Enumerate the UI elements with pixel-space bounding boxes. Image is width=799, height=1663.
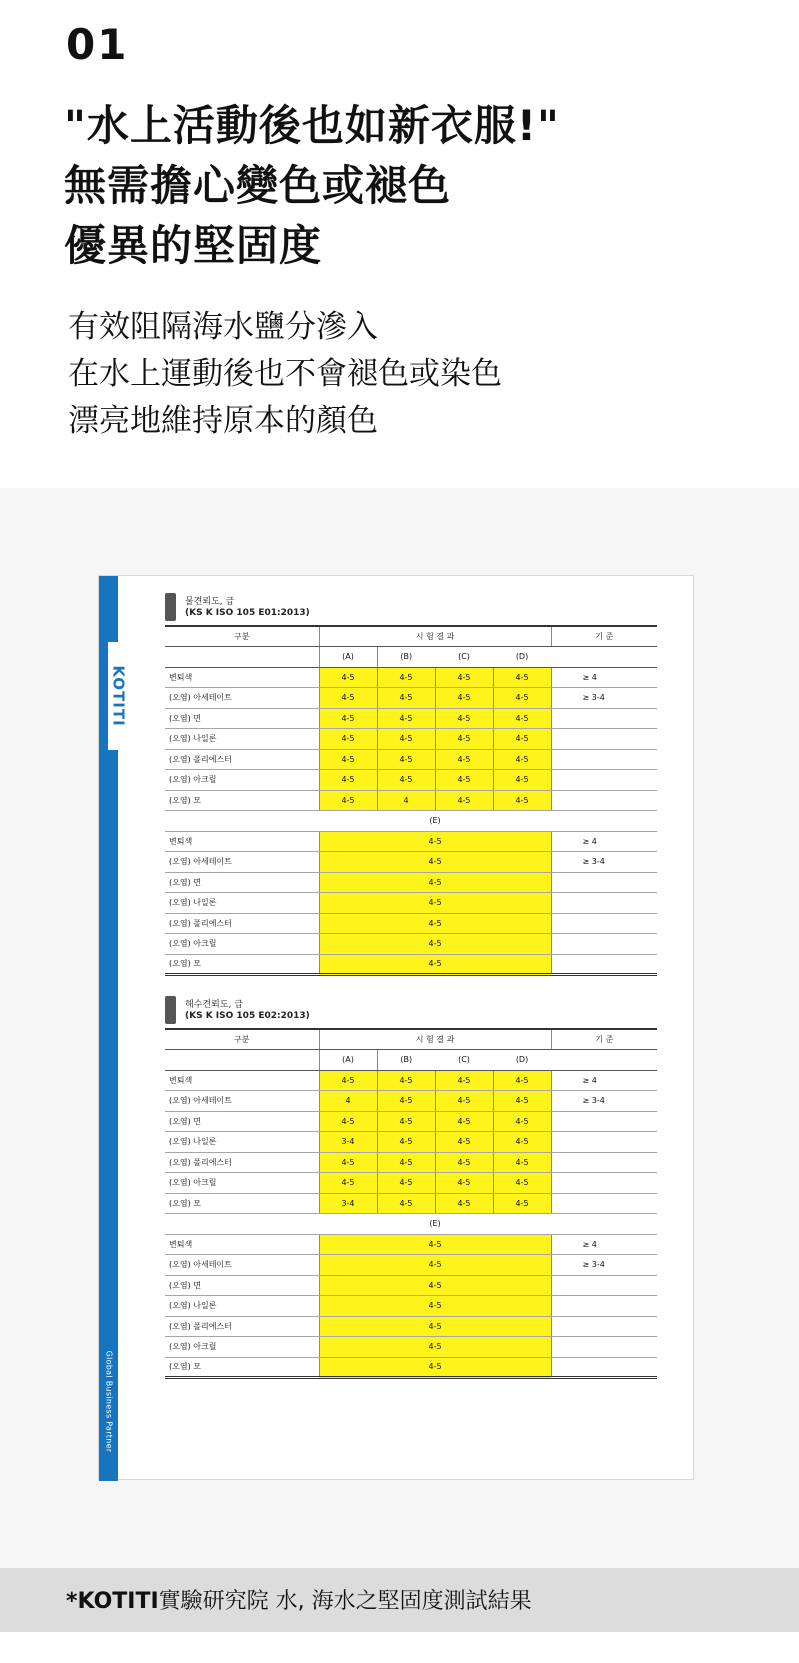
standard-cell: ≥ 3-4: [551, 1255, 657, 1276]
intro-section: [0, 0, 799, 488]
result-cell: 4: [319, 1091, 377, 1112]
table-row: [165, 770, 657, 791]
standard-cell: [551, 749, 657, 770]
row-label: (오염) 나일론: [165, 1132, 319, 1153]
table-row: [165, 831, 657, 852]
result-cell: 4-5: [319, 729, 377, 750]
result-cell: 4-5: [435, 708, 493, 729]
column-label: (B): [377, 1050, 435, 1071]
standard-cell: [551, 872, 657, 893]
result-cell: 4-5: [319, 1152, 377, 1173]
column-label: (E): [319, 811, 551, 832]
result-cell: 4-5: [319, 1111, 377, 1132]
result-cell: 4-5: [319, 831, 551, 852]
row-label: 변퇴색: [165, 1234, 319, 1255]
headline-line: 無需擔心變色或褪色: [64, 161, 452, 210]
table-row: [165, 893, 657, 914]
row-label: (오염) 면: [165, 1275, 319, 1296]
result-cell: 4-5: [377, 1132, 435, 1153]
row-label: (오염) 모: [165, 790, 319, 811]
standard-cell: [551, 1316, 657, 1337]
table-header-row: [165, 626, 657, 647]
standard-cell: [551, 770, 657, 791]
result-cell: 4-5: [319, 688, 377, 709]
result-cell: 4-5: [493, 708, 551, 729]
row-label: (오염) 폴리에스터: [165, 1152, 319, 1173]
body-line: 在水上運動後也不會褪色或染色: [68, 356, 502, 392]
result-cell: 4-5: [319, 913, 551, 934]
body-line: 有效阻隔海水鹽分滲入: [68, 309, 378, 345]
result-cell: 4-5: [493, 1152, 551, 1173]
standard-cell: [551, 1296, 657, 1317]
standard-cell: [551, 1173, 657, 1194]
header-result: 시 험 결 과: [319, 626, 551, 647]
standard-cell: [551, 729, 657, 750]
result-cell: 4-5: [319, 893, 551, 914]
table-row: [165, 667, 657, 688]
result-cell: 4: [377, 790, 435, 811]
column-label: (E): [319, 1214, 551, 1235]
section-number: 01: [66, 20, 129, 69]
standard-cell: [551, 1275, 657, 1296]
header-standard: 기 준: [551, 1029, 657, 1050]
table-subheader-row: [165, 1050, 657, 1071]
header-standard: 기 준: [551, 626, 657, 647]
footer-brand: *KOTITI: [66, 1589, 159, 1614]
table-subheader-row: [165, 1214, 657, 1235]
header-category: 구분: [165, 626, 319, 647]
row-label: (오염) 면: [165, 708, 319, 729]
result-cell: 4-5: [319, 1275, 551, 1296]
result-cell: 4-5: [319, 708, 377, 729]
column-label: (A): [319, 1050, 377, 1071]
table-row: [165, 872, 657, 893]
result-cell: 4-5: [377, 1173, 435, 1194]
kotiti-logo: KOTITI: [110, 665, 129, 727]
row-label: (오염) 아세테이트: [165, 1255, 319, 1276]
row-label: 변퇴색: [165, 1070, 319, 1091]
row-label: (오염) 아크릴: [165, 1337, 319, 1358]
water-results-table: [165, 625, 657, 976]
result-cell: 4-5: [377, 1070, 435, 1091]
seawater-results-table: [165, 1028, 657, 1379]
table-subheader-row: [165, 811, 657, 832]
result-cell: 4-5: [319, 790, 377, 811]
result-cell: 4-5: [435, 1091, 493, 1112]
standard-cell: [551, 1337, 657, 1358]
result-cell: 4-5: [319, 1337, 551, 1358]
result-cell: 4-5: [493, 1132, 551, 1153]
result-cell: 4-5: [319, 1070, 377, 1091]
table-row: [165, 1255, 657, 1276]
result-cell: 4-5: [377, 770, 435, 791]
table-row: [165, 749, 657, 770]
result-cell: 4-5: [435, 1173, 493, 1194]
body-line: 漂亮地維持原本的顏色: [68, 403, 378, 439]
partner-tagline: Global Business Partner: [104, 1350, 114, 1452]
result-cell: 4-5: [377, 1152, 435, 1173]
standard-cell: [551, 913, 657, 934]
result-cell: 4-5: [319, 770, 377, 791]
result-cell: 4-5: [435, 1193, 493, 1214]
row-label: (오염) 나일론: [165, 1296, 319, 1317]
result-cell: 4-5: [435, 688, 493, 709]
standard-cell: [551, 708, 657, 729]
table-row: [165, 688, 657, 709]
headline-line: "水上活動後也如新衣服!": [64, 101, 560, 150]
table-row: [165, 1193, 657, 1214]
result-cell: 4-5: [493, 729, 551, 750]
result-cell: 4-5: [319, 749, 377, 770]
body-copy: [68, 304, 502, 445]
standard-cell: ≥ 4: [551, 1070, 657, 1091]
result-cell: 4-5: [435, 729, 493, 750]
standard-cell: ≥ 3-4: [551, 1091, 657, 1112]
table-row: [165, 913, 657, 934]
table-row: [165, 1132, 657, 1153]
headline-line: 優異的堅固度: [64, 221, 323, 270]
row-label: 변퇴색: [165, 831, 319, 852]
row-label: (오염) 폴리에스터: [165, 913, 319, 934]
result-cell: 4-5: [493, 1070, 551, 1091]
standard-cell: [551, 1152, 657, 1173]
result-cell: 4-5: [377, 729, 435, 750]
result-cell: 4-5: [493, 770, 551, 791]
standard-cell: ≥ 4: [551, 667, 657, 688]
seawater-section-title: 해수견뢰도, 급: [185, 1000, 243, 1010]
result-cell: 3-4: [319, 1193, 377, 1214]
row-label: (오염) 아크릴: [165, 934, 319, 955]
column-label: (B): [377, 647, 435, 668]
result-cell: 4-5: [435, 790, 493, 811]
column-label: (A): [319, 647, 377, 668]
table-row: [165, 934, 657, 955]
table-row: [165, 1296, 657, 1317]
row-label: (오염) 면: [165, 872, 319, 893]
row-label: (오염) 폴리에스터: [165, 749, 319, 770]
row-label: (오염) 아세테이트: [165, 852, 319, 873]
result-cell: 4-5: [435, 770, 493, 791]
table-row: [165, 790, 657, 811]
result-cell: 4-5: [377, 749, 435, 770]
standard-cell: [551, 1132, 657, 1153]
table-row: [165, 1337, 657, 1358]
result-cell: 4-5: [319, 852, 551, 873]
row-label: (오염) 아크릴: [165, 770, 319, 791]
column-label: (D): [493, 647, 551, 668]
row-label: (오염) 아세테이트: [165, 1091, 319, 1112]
result-cell: 4-5: [319, 1173, 377, 1194]
result-cell: 4-5: [319, 1255, 551, 1276]
result-cell: 4-5: [435, 1070, 493, 1091]
column-label: (C): [435, 1050, 493, 1071]
result-cell: 4-5: [493, 667, 551, 688]
result-cell: 4-5: [319, 667, 377, 688]
standard-cell: ≥ 4: [551, 1234, 657, 1255]
table-row: [165, 1091, 657, 1112]
standard-cell: [551, 934, 657, 955]
section-marker: [165, 593, 176, 621]
water-section-method: (KS K ISO 105 E01:2013): [185, 608, 310, 618]
table-row: [165, 729, 657, 750]
standard-cell: [551, 1357, 657, 1378]
result-cell: 4-5: [319, 954, 551, 975]
table-row: [165, 1316, 657, 1337]
result-cell: 4-5: [319, 872, 551, 893]
row-label: (오염) 모: [165, 1193, 319, 1214]
standard-cell: ≥ 3-4: [551, 852, 657, 873]
result-cell: 4-5: [319, 1234, 551, 1255]
result-cell: 4-5: [319, 934, 551, 955]
water-section-title: 물견뢰도, 급: [185, 597, 235, 607]
footer-text: 實驗研究院 水, 海水之堅固度測試結果: [158, 1589, 532, 1614]
result-cell: 4-5: [435, 749, 493, 770]
row-label: (오염) 모: [165, 1357, 319, 1378]
table-row: [165, 1173, 657, 1194]
result-cell: 4-5: [319, 1316, 551, 1337]
standard-cell: ≥ 4: [551, 831, 657, 852]
table-row: [165, 1070, 657, 1091]
table-header-row: [165, 1029, 657, 1050]
row-label: (오염) 아세테이트: [165, 688, 319, 709]
table-subheader-row: [165, 647, 657, 668]
section-marker: [165, 996, 176, 1024]
footer-caption: [0, 1568, 799, 1632]
table-row: [165, 852, 657, 873]
row-label: (오염) 폴리에스터: [165, 1316, 319, 1337]
bottom-margin: [0, 1632, 799, 1663]
column-label: (D): [493, 1050, 551, 1071]
table-row: [165, 1111, 657, 1132]
result-cell: 4-5: [377, 1193, 435, 1214]
standard-cell: [551, 954, 657, 975]
result-cell: 4-5: [493, 688, 551, 709]
row-label: (오염) 면: [165, 1111, 319, 1132]
standard-cell: [551, 790, 657, 811]
table-row: [165, 1234, 657, 1255]
result-cell: 4-5: [493, 1193, 551, 1214]
result-cell: 4-5: [377, 667, 435, 688]
result-cell: 4-5: [435, 1132, 493, 1153]
result-cell: 4-5: [377, 1091, 435, 1112]
header-result: 시 험 결 과: [319, 1029, 551, 1050]
row-label: 변퇴색: [165, 667, 319, 688]
standard-cell: ≥ 3-4: [551, 688, 657, 709]
seawater-section-method: (KS K ISO 105 E02:2013): [185, 1011, 310, 1021]
result-cell: 4-5: [493, 749, 551, 770]
result-cell: 4-5: [435, 1152, 493, 1173]
header-category: 구분: [165, 1029, 319, 1050]
table-row: [165, 1357, 657, 1378]
table-row: [165, 954, 657, 975]
result-cell: 4-5: [493, 1173, 551, 1194]
result-cell: 4-5: [493, 790, 551, 811]
headline: [64, 96, 560, 276]
result-cell: 4-5: [435, 667, 493, 688]
standard-cell: [551, 893, 657, 914]
result-cell: 4-5: [377, 688, 435, 709]
row-label: (오염) 나일론: [165, 729, 319, 750]
table-row: [165, 708, 657, 729]
result-cell: 4-5: [377, 1111, 435, 1132]
result-cell: 4-5: [435, 1111, 493, 1132]
table-row: [165, 1152, 657, 1173]
standard-cell: [551, 1111, 657, 1132]
result-cell: 4-5: [493, 1111, 551, 1132]
row-label: (오염) 나일론: [165, 893, 319, 914]
result-cell: 4-5: [493, 1091, 551, 1112]
standard-cell: [551, 1193, 657, 1214]
table-row: [165, 1275, 657, 1296]
result-cell: 4-5: [377, 708, 435, 729]
row-label: (오염) 아크릴: [165, 1173, 319, 1194]
result-cell: 4-5: [319, 1357, 551, 1378]
test-report-document: [98, 575, 694, 1480]
column-label: (C): [435, 647, 493, 668]
row-label: (오염) 모: [165, 954, 319, 975]
result-cell: 4-5: [319, 1296, 551, 1317]
result-cell: 3-4: [319, 1132, 377, 1153]
